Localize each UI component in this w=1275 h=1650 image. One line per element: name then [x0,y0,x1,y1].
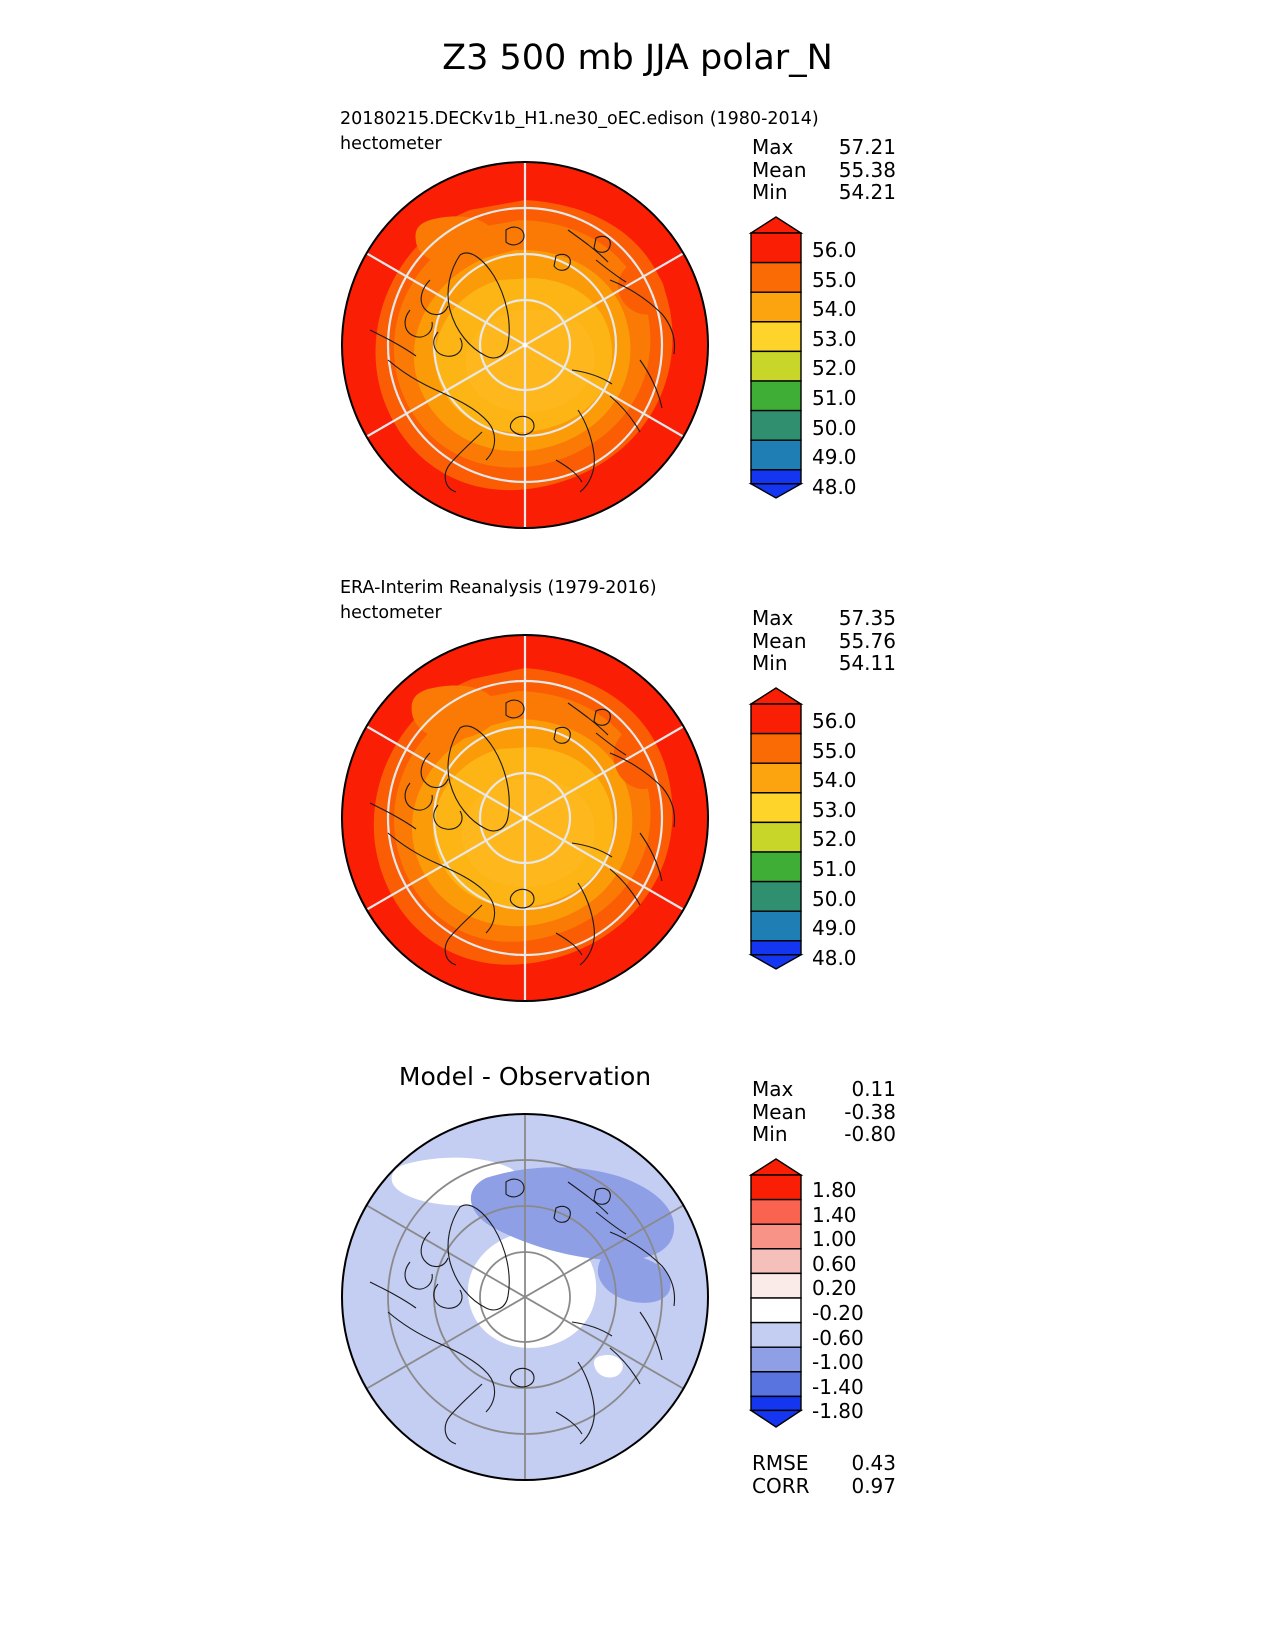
stat-min: Min 54.11 [752,651,896,675]
polar-map-difference [310,1112,740,1482]
stat-min: Min 54.21 [752,180,896,204]
stat-rmse: RMSE 0.43 [752,1451,896,1475]
panel-model-heading [340,107,819,157]
page-title: Z3 500 mb JJA polar_N [442,38,833,78]
stat-mean: Mean -0.38 [752,1099,896,1124]
colorbar-labels-observation: 56.0 55.0 54.0 53.0 52.0 51.0 50.0 49.0 48.0 [812,709,857,970]
panel-difference-heading-line1: Model - Observation [398,1062,652,1091]
colorbar-labels-model: 56.0 55.0 54.0 53.0 52.0 51.0 50.0 49.0 48.0 [812,238,857,499]
stat-min: Min -0.80 [752,1122,896,1146]
panel-difference-heading [310,1062,740,1092]
panel-observation-stats [752,607,896,675]
panel-difference-stats [752,1078,896,1146]
colorbar-observation [747,686,805,971]
panel-model-heading-line2: hectometer [340,134,442,154]
polar-map-model [310,160,740,530]
stat-max: Max 0.11 [752,1077,896,1101]
stat-corr: CORR 0.97 [752,1473,896,1498]
colorbar-model [747,215,805,500]
panel-observation-heading-line2: hectometer [340,603,442,623]
colorbar-labels-difference: 1.80 1.40 1.00 0.60 0.20 -0.20 -0.60 -1.00 -1.40 -1.80 [812,1178,864,1424]
stat-max: Max 57.35 [752,606,896,630]
colorbar-difference [747,1157,805,1432]
stat-mean: Mean 55.38 [752,157,896,182]
stat-max: Max 57.21 [752,135,896,159]
panel-observation-heading-line1: ERA-Interim Reanalysis (1979-2016) [340,578,657,598]
stat-mean: Mean 55.76 [752,628,896,653]
panel-model-heading-line1: 20180215.DECKv1b_H1.ne30_oEC.edison (1980-2014) [340,109,819,129]
panel-observation-heading [340,576,657,626]
panel-difference-footer-stats [752,1452,896,1497]
polar-map-observation [310,633,740,1003]
panel-model-stats [752,136,896,204]
